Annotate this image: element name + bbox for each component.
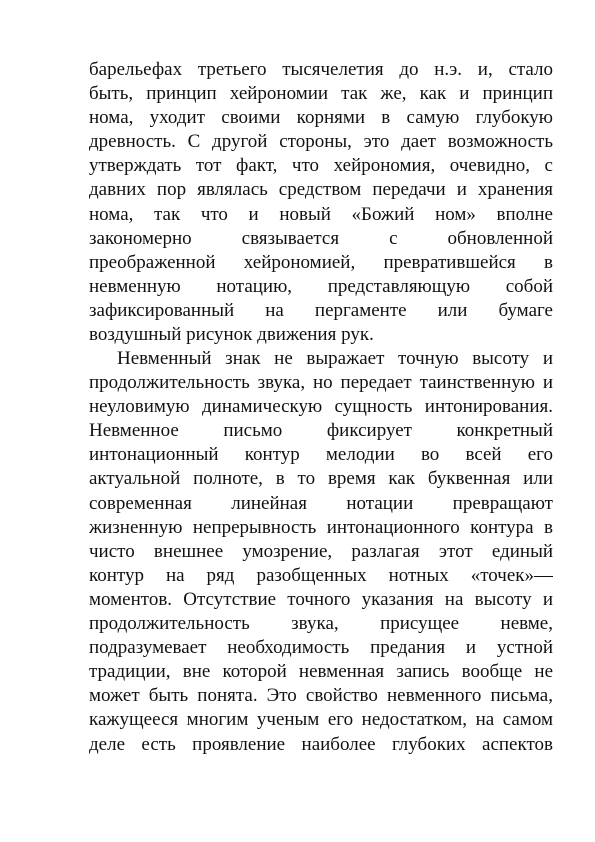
text-line: давних пор являлась средством передачи и хранения — [89, 179, 553, 201]
text-line: нома, так что и новый «Божий ном» вполне — [89, 203, 553, 225]
text-line: нома, уходит своими корнями в самую глубокую — [89, 107, 553, 129]
text-line: неуловимую динамическую сущность интонирования. — [89, 396, 553, 418]
text-line: чисто внешнее умозрение, разлагая этот единый — [89, 540, 553, 562]
text-line: закономерно связывается с обновленной — [89, 227, 553, 249]
text-line: быть, принцип хейрономии так же, как и принцип — [89, 83, 553, 105]
text-line: современная линейная нотации превращают — [89, 492, 553, 514]
text-line: воздушный рисунок движения рук. — [89, 324, 374, 346]
text-line: невменную нотацию, представляющую собой — [89, 275, 553, 297]
text-line: Невменный знак не выражает точную высоту и — [117, 348, 553, 369]
paragraph-1 — [89, 58, 553, 347]
text-line: интонационный контур мелодии во всей его — [89, 444, 553, 466]
text-line: Невменное письмо фиксирует конкретный — [89, 420, 553, 442]
text-line: кажущееся многим ученым его недостатком, на самом — [89, 709, 553, 731]
text-line: продолжительность звука, присущее невме, — [89, 613, 553, 635]
paragraph-2 — [89, 347, 553, 757]
text-line: может быть понята. Это свойство невменного письма, — [89, 685, 553, 707]
text-line: традиции, вне которой невменная запись вообще не — [89, 661, 553, 683]
text-line: моментов. Отсутствие точного указания на высоту и — [89, 588, 553, 610]
text-line: древность. С другой стороны, это дает возможность — [89, 131, 553, 153]
text-line: жизненную непрерывность интонационного контура в — [89, 516, 553, 538]
text-line: барельефах третьего тысячелетия до н.э. и, стало — [89, 59, 553, 80]
text-line: преображенной хейрономией, превратившейся в — [89, 251, 553, 273]
text-line: деле есть проявление наиболее глубоких аспектов — [89, 733, 553, 755]
text-line: утверждать тот факт, что хейрономия, очевидно, с — [89, 155, 553, 177]
text-line: актуальной полноте, в то время как буквенная или — [89, 468, 553, 490]
text-line: контур на ряд разобщенных нотных «точек»— — [89, 564, 553, 586]
text-line: зафиксированный на пергаменте или бумаге — [89, 299, 553, 321]
text-line: продолжительность звука, но передает таинственную и — [89, 372, 553, 394]
text-line: подразумевает необходимость предания и устной — [89, 637, 553, 659]
